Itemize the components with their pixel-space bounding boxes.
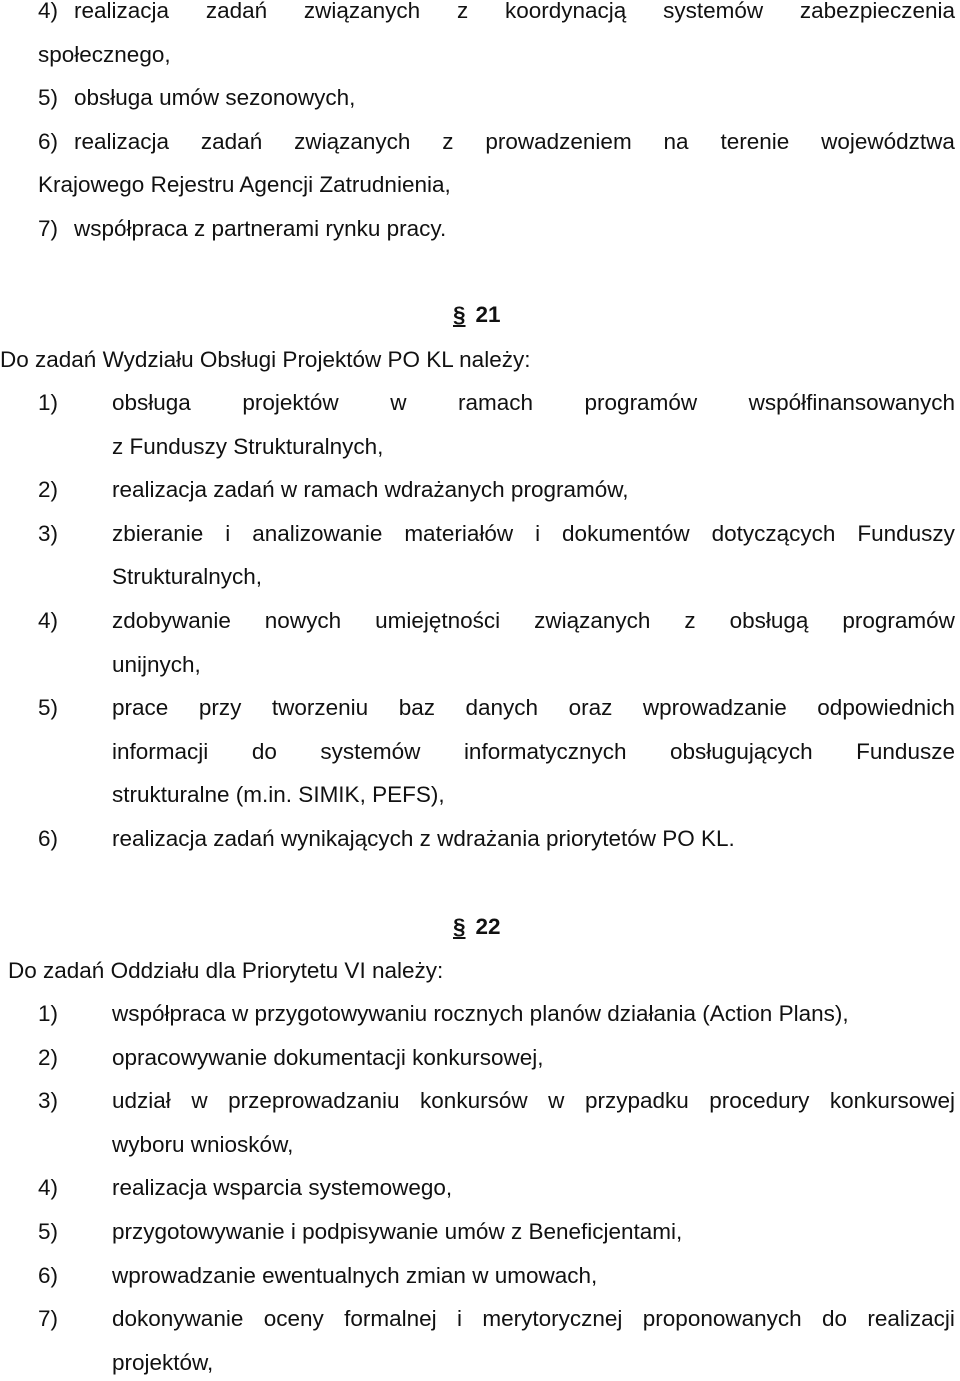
word: realizacji <box>867 1306 955 1332</box>
word: zabezpieczenia <box>799 0 955 23</box>
word: konkursów <box>420 1088 528 1114</box>
item-number: 1) <box>38 390 59 415</box>
word: do <box>251 738 277 764</box>
word: dotyczących <box>711 520 836 546</box>
line-text: współpraca w przygotowywaniu rocznych planów działania (Action Plans), <box>112 1001 849 1026</box>
word: nowych <box>264 608 342 633</box>
line-text: społecznego, <box>38 41 171 67</box>
item-number: 5) <box>38 85 59 111</box>
line-text: Strukturalnych, <box>112 564 263 590</box>
word: konkursowej <box>829 1088 955 1114</box>
item-number: 1) <box>38 1001 59 1026</box>
word: współfinansowanych <box>748 390 955 415</box>
word: w <box>191 1088 208 1114</box>
item-number: 2) <box>38 1044 59 1070</box>
word: realizacja <box>74 128 170 154</box>
justified-line <box>112 1088 955 1114</box>
line-text: współpraca z partnerami rynku pracy. <box>74 216 447 241</box>
word: systemów <box>320 738 421 764</box>
word: obsługą <box>729 608 809 633</box>
item-number: 4) <box>38 608 59 633</box>
justified-line <box>112 1306 955 1332</box>
word: związanych <box>534 608 651 633</box>
section-intro: Do zadań Oddziału dla Priorytetu VI należy: <box>8 958 444 983</box>
word: zadań <box>200 128 263 154</box>
word: z <box>456 0 469 23</box>
word: realizacja <box>74 0 170 23</box>
justified-line <box>112 739 955 765</box>
item-number: 3) <box>38 1088 59 1114</box>
line-text: wprowadzanie ewentualnych zmian w umowach, <box>112 1262 598 1288</box>
word: z <box>684 608 696 633</box>
word: z <box>442 128 454 154</box>
word: udział <box>112 1088 171 1114</box>
word: tworzeniu <box>271 695 369 721</box>
section-number: 22 <box>475 914 501 939</box>
word: w <box>390 390 407 415</box>
justified-line <box>112 521 955 547</box>
word: programów <box>584 390 698 415</box>
line-text: realizacja wsparcia systemowego, <box>112 1175 453 1201</box>
word: odpowiednich <box>817 695 955 721</box>
item-number: 3) <box>38 520 59 546</box>
word: i <box>535 520 541 546</box>
word: baz <box>398 695 435 721</box>
word: oceny <box>263 1306 324 1332</box>
item-number: 6) <box>38 1262 59 1288</box>
item-number: 5) <box>38 695 59 721</box>
word: procedury <box>709 1088 810 1114</box>
line-text: obsługa umów sezonowych, <box>74 85 356 111</box>
line-text: unijnych, <box>112 651 201 677</box>
line-text: realizacja zadań wynikających z wdrażania priorytetów PO KL. <box>112 826 735 851</box>
word: umiejętności <box>375 608 501 633</box>
item-number: 5) <box>38 1219 59 1244</box>
word: formalnej <box>344 1306 437 1332</box>
item-number: 6) <box>38 128 59 154</box>
word: terenie <box>720 128 790 154</box>
word: projektów <box>242 390 339 415</box>
item-number: 7) <box>38 1306 59 1332</box>
word: obsługujących <box>670 738 813 764</box>
word: obsługa <box>112 390 191 415</box>
word: Fundusze <box>856 738 955 764</box>
word: przypadku <box>584 1088 689 1114</box>
section-intro: Do zadań Wydziału Obsługi Projektów PO KL należy: <box>0 347 531 372</box>
item-number: 6) <box>38 826 59 851</box>
word: dokonywanie <box>112 1306 244 1332</box>
word: wprowadzanie <box>642 695 787 721</box>
line-text: strukturalne (m.in. SIMIK, PEFS), <box>112 782 445 808</box>
word: w <box>548 1088 565 1114</box>
section-number: 21 <box>475 302 501 327</box>
word: związanych <box>303 0 421 23</box>
word: zdobywanie <box>112 608 231 633</box>
justified-line <box>112 390 955 416</box>
item-number: 2) <box>38 477 59 503</box>
justified-line <box>112 695 955 721</box>
word: danych <box>465 695 539 721</box>
word: do <box>822 1306 848 1332</box>
paragraph-sign: § <box>453 914 466 939</box>
word: Funduszy <box>857 520 955 546</box>
word: oraz <box>568 695 613 721</box>
word: koordynacją <box>504 0 627 23</box>
line-text: z Funduszy Strukturalnych, <box>112 433 384 459</box>
word: analizowanie <box>252 520 383 546</box>
word: i <box>457 1306 463 1332</box>
paragraph-sign: § <box>453 302 466 327</box>
word: prace <box>112 695 169 721</box>
word: proponowanych <box>642 1306 802 1332</box>
word: zadań <box>205 0 268 23</box>
justified-line <box>74 0 955 24</box>
line-text: opracowywanie dokumentacji konkursowej, <box>112 1044 544 1070</box>
item-number: 4) <box>38 0 59 23</box>
word: merytorycznej <box>482 1306 623 1332</box>
line-text: wyboru wniosków, <box>112 1131 294 1157</box>
section-heading <box>453 914 501 940</box>
line-text: projektów, <box>112 1349 214 1375</box>
word: na <box>663 128 689 154</box>
line-text: Krajowego Rejestru Agencji Zatrudnienia, <box>38 172 451 198</box>
word: programów <box>842 608 955 633</box>
line-text: realizacja zadań w ramach wdrażanych programów, <box>112 477 629 503</box>
word: prowadzeniem <box>485 128 632 154</box>
word: ramach <box>457 390 533 415</box>
word: województwa <box>821 128 955 154</box>
justified-line <box>74 129 955 155</box>
word: i <box>225 520 231 546</box>
item-number: 4) <box>38 1175 59 1201</box>
word: związanych <box>294 128 411 154</box>
section-heading <box>453 302 501 328</box>
justified-line <box>112 608 955 634</box>
word: systemów <box>663 0 764 23</box>
item-number: 7) <box>38 216 59 241</box>
word: zbieranie <box>112 520 204 546</box>
word: informatycznych <box>463 738 627 764</box>
word: informacji <box>112 738 209 764</box>
word: przy <box>198 695 242 721</box>
word: dokumentów <box>562 520 690 546</box>
word: materiałów <box>404 520 514 546</box>
line-text: przygotowywanie i podpisywanie umów z Beneficjentami, <box>112 1219 683 1244</box>
word: przeprowadzaniu <box>228 1088 400 1114</box>
